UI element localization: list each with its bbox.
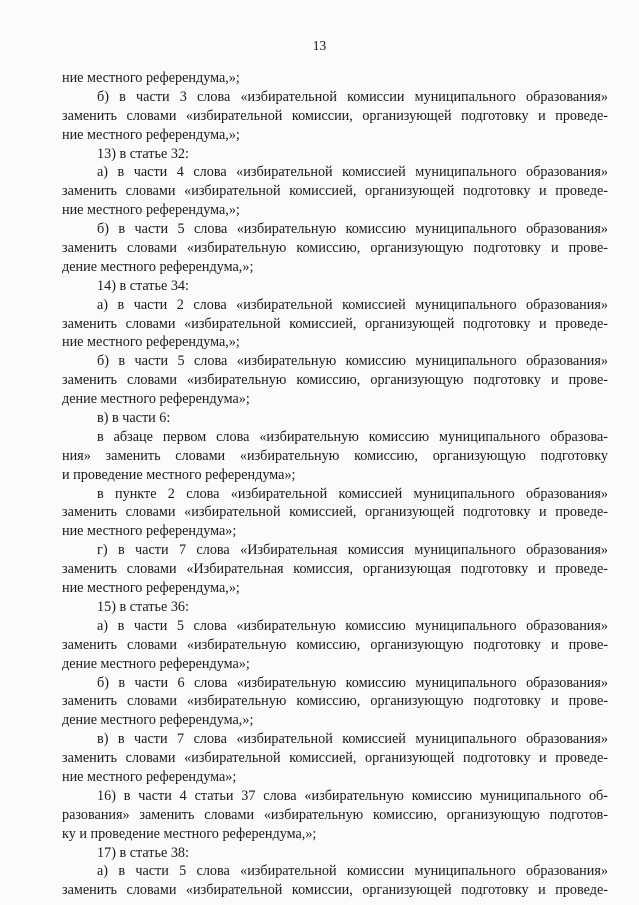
text-line: ние местного референдума,»; <box>62 334 240 351</box>
text-line: ние местного референдума»; <box>62 768 237 785</box>
text-line: 17) в статье 38: <box>97 844 189 861</box>
text-line: и проведение местного референдума»; <box>62 466 296 483</box>
text-line: 13) в статье 32: <box>97 145 189 162</box>
text-line: заменить словами «избирательную комиссию, организующую подготовку и прове- <box>62 636 608 653</box>
text-line: заменить словами «избирательной комиссии, организующей подготовку и проведе- <box>62 107 608 124</box>
text-line: г) в части 7 слова «Избирательная комиссия муниципального образования» <box>97 542 608 559</box>
text-line: дение местного референдума»; <box>62 655 250 672</box>
text-line: а) в части 5 слова «избирательную комиссию муниципального образования» <box>97 617 608 634</box>
text-line: б) в части 5 слова «избирательную комиссию муниципального образования» <box>97 221 608 238</box>
text-line: заменить словами «избирательной комиссией, организующей подготовку и проведе- <box>62 315 608 332</box>
text-line: 14) в статье 34: <box>97 277 189 294</box>
text-line: б) в части 5 слова «избирательную комиссию муниципального образования» <box>97 353 608 370</box>
text-line: б) в части 6 слова «избирательную комиссию муниципального образования» <box>97 674 608 691</box>
text-line: в пункте 2 слова «избирательной комиссией муниципального образования» <box>97 485 608 502</box>
text-line: ние местного референдума,»; <box>62 126 240 143</box>
text-line: в) в части 6: <box>97 410 171 427</box>
page-number: 13 <box>312 38 327 53</box>
text-line: дение местного референдума,»; <box>62 712 254 729</box>
text-line: заменить словами «избирательной комиссией, организующей подготовку и проведе- <box>62 183 608 200</box>
text-line: в абзаце первом слова «избирательную комиссию муниципального образова- <box>97 428 608 445</box>
text-line: ку и проведение местного референдума,»; <box>62 825 317 842</box>
text-line: заменить словами «избирательную комиссию, организующую подготовку и прове- <box>62 240 608 257</box>
text-line: а) в части 2 слова «избирательной комиссией муниципального образования» <box>97 296 608 313</box>
document-body <box>62 69 608 900</box>
text-line: разования» заменить словами «избирательную комиссию, организующую подготов- <box>62 806 608 823</box>
text-line: 16) в части 4 статьи 37 слова «избирательную комиссию муниципального об- <box>97 787 608 804</box>
text-line: дение местного референдума»; <box>62 391 250 408</box>
text-line: ние местного референдума,»; <box>62 70 240 86</box>
text-line: 15) в статье 36: <box>97 598 189 615</box>
text-line: заменить словами «избирательной комиссией, организующей подготовку и проведе- <box>62 504 608 521</box>
text-line: ние местного референдума,»; <box>62 580 240 597</box>
text-line: заменить словами «избирательную комиссию, организующую подготовку и прове- <box>62 372 608 389</box>
text-line: дение местного референдума,»; <box>62 258 254 275</box>
text-line: ние местного референдума»; <box>62 523 237 540</box>
text-line: заменить словами «избирательной комиссией, организующей подготовку и проведе- <box>62 750 608 767</box>
text-line: в) в части 7 слова «избирательной комиссией муниципального образования» <box>97 731 608 748</box>
text-line: ние местного референдума,»; <box>62 202 240 219</box>
text-line: а) в части 5 слова «избирательной комиссии муниципального образования» <box>97 863 608 880</box>
text-line: а) в части 4 слова «избирательной комиссией муниципального образования» <box>97 164 608 181</box>
text-line: заменить словами «избирательной комиссии, организующей подготовку и проведе- <box>62 882 608 899</box>
text-line: ния» заменить словами «избирательную комиссию, организующую подготовку <box>62 447 608 464</box>
text-line: заменить словами «Избирательная комиссия, организующая подготовку и проведе- <box>62 561 608 578</box>
text-line: б) в части 3 слова «избирательной комиссии муниципального образования» <box>97 88 608 105</box>
text-line: заменить словами «избирательную комиссию, организующую подготовку и прове- <box>62 693 608 710</box>
